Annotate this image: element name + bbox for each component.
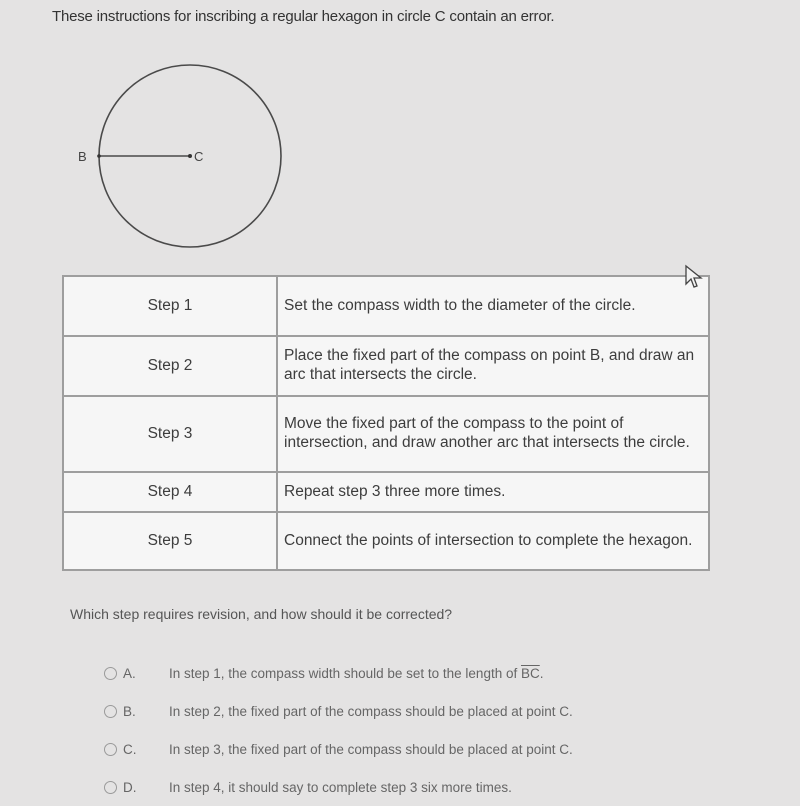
answer-choices <box>104 654 704 806</box>
radio-icon[interactable] <box>104 667 117 680</box>
table-row <box>63 472 709 512</box>
circle-figure <box>60 38 300 268</box>
steps-table <box>62 275 710 571</box>
mouse-pointer-icon <box>684 264 706 290</box>
choice-b[interactable] <box>104 692 704 730</box>
choice-letter: A. <box>123 665 136 681</box>
choice-text: In step 1, the compass width should be set to the length of BC. <box>169 665 544 681</box>
step-name: Step 4 <box>63 472 277 512</box>
step-name: Step 3 <box>63 396 277 472</box>
point-b <box>97 154 101 158</box>
choice-text: In step 3, the fixed part of the compass should be placed at point C. <box>169 741 573 757</box>
choice-a[interactable] <box>104 654 704 692</box>
choice-text: In step 4, it should say to complete step 3 six more times. <box>169 779 512 795</box>
choice-text: In step 2, the fixed part of the compass should be placed at point C. <box>169 703 573 719</box>
table-row <box>63 512 709 570</box>
step-text: Move the fixed part of the compass to the point of intersection, and draw another arc that intersects the circle. <box>277 396 709 472</box>
step-text: Repeat step 3 three more times. <box>277 472 709 512</box>
label-c: C <box>194 149 204 164</box>
point-c <box>188 154 192 158</box>
choice-letter: D. <box>123 779 137 795</box>
table-row <box>63 396 709 472</box>
radio-icon[interactable] <box>104 743 117 756</box>
step-name: Step 1 <box>63 276 277 336</box>
choice-c[interactable] <box>104 730 704 768</box>
question-prompt: These instructions for inscribing a regular hexagon in circle C contain an error. <box>52 8 555 25</box>
step-name: Step 5 <box>63 512 277 570</box>
choice-letter: C. <box>123 741 137 757</box>
choice-d[interactable] <box>104 768 704 806</box>
radio-icon[interactable] <box>104 781 117 794</box>
step-name: Step 2 <box>63 336 277 396</box>
circle-diagram <box>60 38 300 268</box>
radio-icon[interactable] <box>104 705 117 718</box>
step-text: Place the fixed part of the compass on point B, and draw an arc that intersects the circle. <box>277 336 709 396</box>
step-text: Connect the points of intersection to complete the hexagon. <box>277 512 709 570</box>
label-b: B <box>78 149 87 164</box>
question-text: Which step requires revision, and how should it be corrected? <box>70 606 453 622</box>
table-row <box>63 276 709 336</box>
segment-bc: BC <box>520 665 540 681</box>
choice-letter: B. <box>123 703 136 719</box>
step-text: Set the compass width to the diameter of the circle. <box>277 276 709 336</box>
table-row <box>63 336 709 396</box>
